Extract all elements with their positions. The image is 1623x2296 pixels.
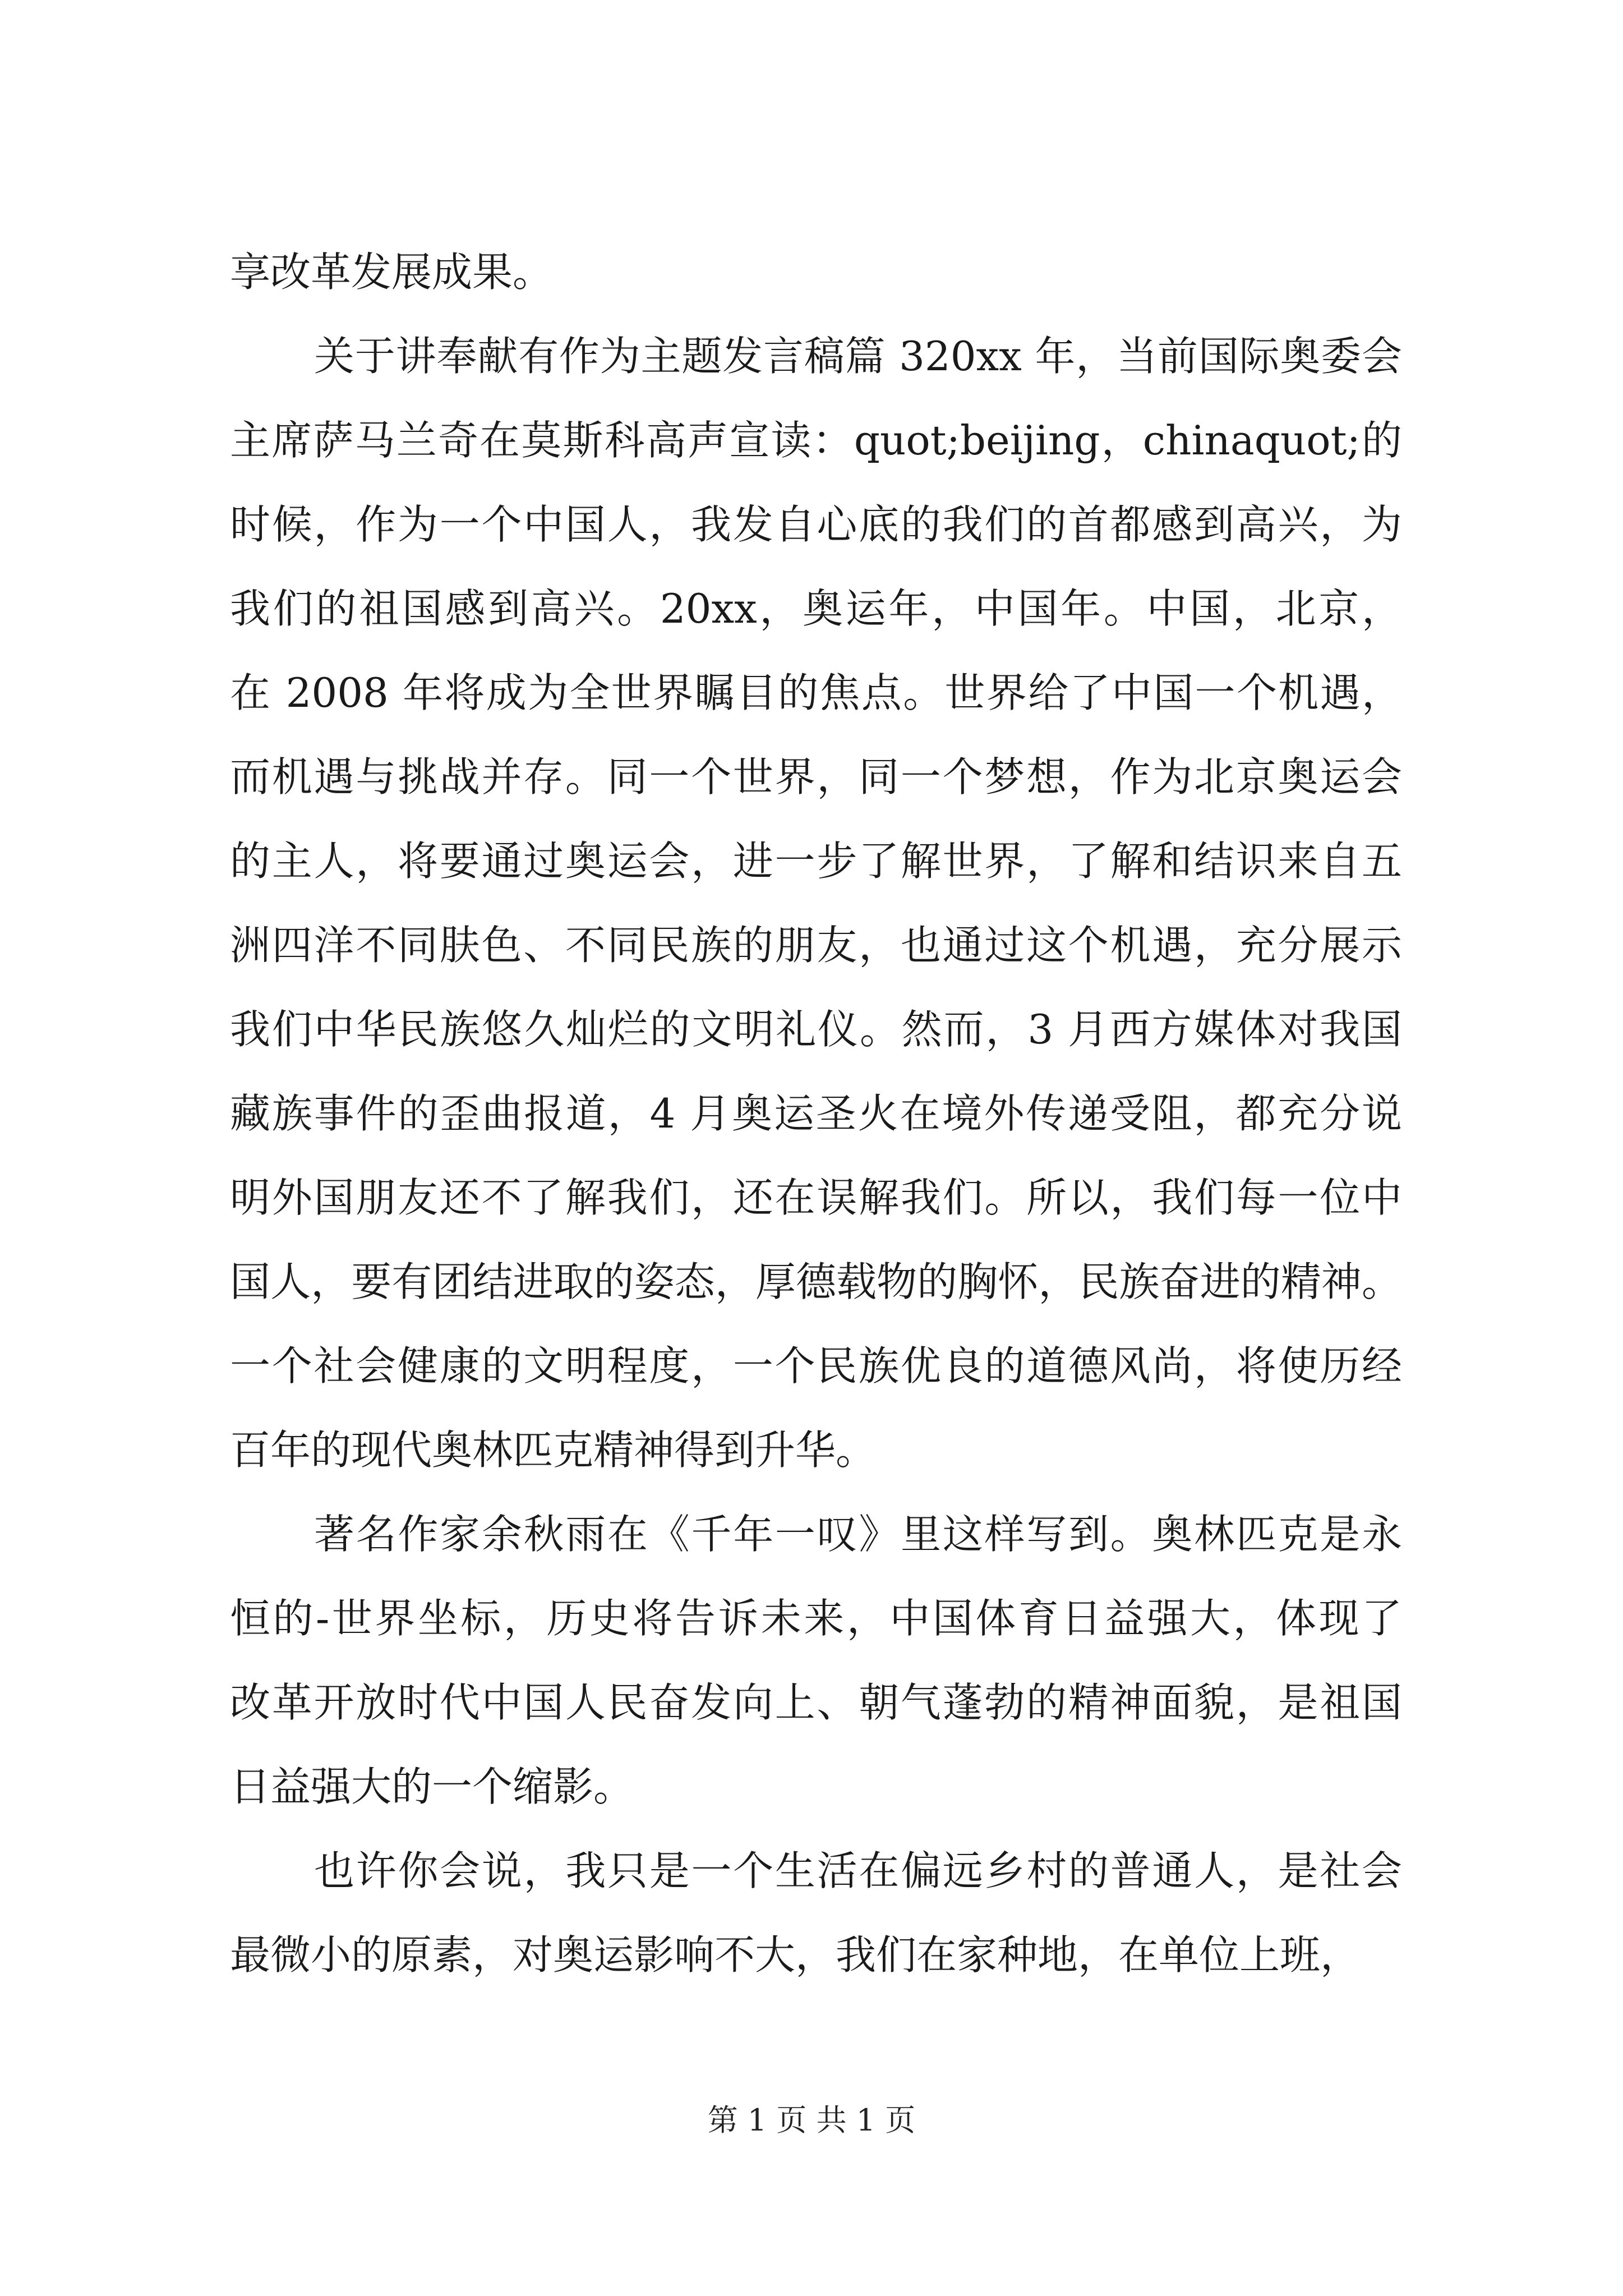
text-line: 的主人，将要通过奥运会，进一步了解世界，了解和结识来自五	[230, 838, 1402, 885]
text-line: 最微小的原素，对奥运影响不大，我们在家种地，在单位上班，	[230, 1931, 1361, 1978]
text-line: 改革开放时代中国人民奋发向上、朝气蓬勃的精神面貌，是祖国	[230, 1679, 1402, 1726]
text-line: 一个社会健康的文明程度，一个民族优良的道德风尚，将使历经	[230, 1342, 1402, 1389]
text-line: 也许你会说，我只是一个生活在偏远乡村的普通人，是社会	[314, 1847, 1402, 1894]
text-line: 在 2008 年将成为全世界瞩目的焦点。世界给了中国一个机遇，	[230, 669, 1402, 716]
text-line: 享改革发展成果。	[230, 249, 554, 296]
page-footer: 第 1 页 共 1 页	[707, 2102, 916, 2138]
text-line: 洲四洋不同肤色、不同民族的朋友，也通过这个机遇，充分展示	[230, 922, 1402, 969]
text-line: 我们的祖国感到高兴。20xx，奥运年，中国年。中国，北京，	[230, 585, 1402, 632]
text-line: 国人，要有团结进取的姿态，厚德载物的胸怀，民族奋进的精神。	[230, 1258, 1402, 1305]
text-line: 主席萨马兰奇在莫斯科高声宣读：quot;beijing，chinaquot;的	[230, 417, 1402, 464]
text-line: 恒的-世界坐标，历史将告诉未来，中国体育日益强大，体现了	[230, 1595, 1402, 1642]
text-line: 关于讲奉献有作为主题发言稿篇 320xx 年，当前国际奥委会	[314, 333, 1402, 380]
text-line: 而机遇与挑战并存。同一个世界，同一个梦想，作为北京奥运会	[230, 753, 1402, 800]
text-line: 藏族事件的歪曲报道，4 月奥运圣火在境外传递受阻，都充分说	[230, 1090, 1402, 1137]
text-line: 著名作家余秋雨在《千年一叹》里这样写到。奥林匹克是永	[314, 1511, 1402, 1558]
document-body	[230, 230, 1402, 1997]
paragraph	[230, 1829, 1402, 1997]
paragraph	[230, 230, 1402, 314]
paragraph	[230, 1492, 1402, 1829]
text-line: 时候，作为一个中国人，我发自心底的我们的首都感到高兴，为	[230, 501, 1402, 548]
text-line: 明外国朋友还不了解我们，还在误解我们。所以，我们每一位中	[230, 1174, 1402, 1221]
paragraph	[230, 314, 1402, 1492]
text-line: 我们中华民族悠久灿烂的文明礼仪。然而，3 月西方媒体对我国	[230, 1006, 1402, 1053]
text-line: 百年的现代奥林匹克精神得到升华。	[230, 1427, 877, 1474]
text-line: 日益强大的一个缩影。	[230, 1763, 634, 1810]
